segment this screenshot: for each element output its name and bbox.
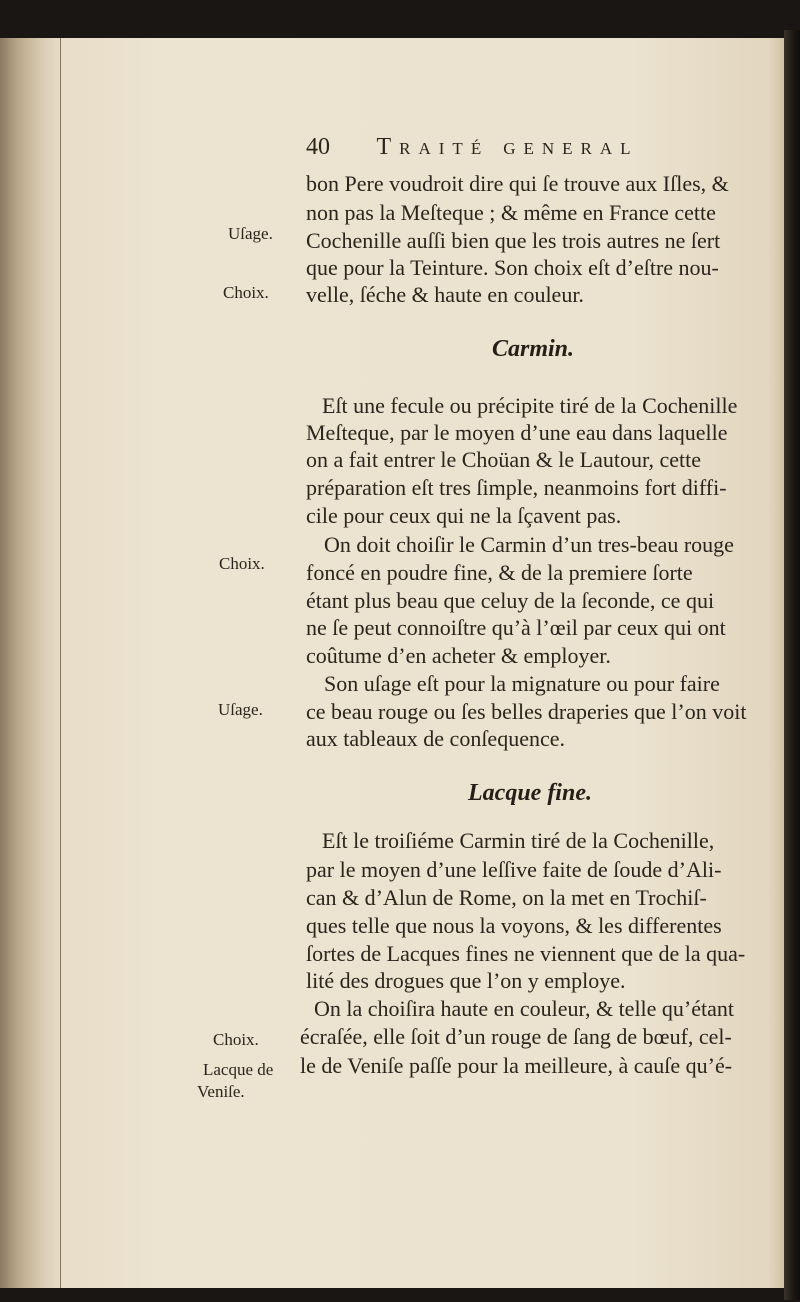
text-line: ne ſe peut connoiſtre qu’à l’œil par ceux qui ont [306,615,726,640]
page-number: 40 [306,134,330,160]
text-line: on a fait entrer le Choüan & le Lautour, cette [306,447,701,472]
page-edge-shadow [784,30,800,1300]
text-line: Eſt le troiſiéme Carmin tiré de la Cochenille, [322,828,715,853]
text-line: ques telle que nous la voyons, & les differentes [306,913,722,938]
text-line: Cochenille auſſi bien que les trois autres ne ſert [306,228,721,253]
text-line: Meſteque, par le moyen d’une eau dans laquelle [306,420,728,445]
text-line: On doit choiſir le Carmin d’un tres-beau rouge [324,532,734,557]
section-title-carmin: Carmin. [492,336,575,362]
running-header [306,134,639,161]
text-line: ce beau rouge ou ſes belles draperies que l’on voit [306,699,747,724]
text-line: lité des drogues que l’on y employe. [306,968,626,993]
text-line: non pas la Meſteque ; & même en France cette [306,200,716,225]
text-line: Son uſage eſt pour la mignature ou pour faire [324,671,720,696]
text-line: que pour la Teinture. Son choix eſt d’eſtre nou- [306,255,719,280]
text-line: can & d’Alun de Rome, on la met en Trochiſ- [306,885,707,910]
text-line: ſortes de Lacques fines ne viennent que de la qua- [306,941,746,966]
margin-note-lacque-de-venise: Veniſe. [197,1082,245,1101]
margin-note-lacque-de-venise: Lacque de [203,1060,274,1079]
margin-note-usage: Uſage. [228,224,273,243]
margin-note-choix: Choix. [213,1030,259,1049]
running-title: Traité general [376,134,639,160]
text-line: le de Veniſe paſſe pour la meilleure, à cauſe qu’é- [300,1053,733,1078]
text-line: par le moyen d’une leſſive faite de ſoude d’Ali- [306,857,722,882]
text-line: foncé en poudre fine, & de la premiere ſorte [306,560,693,585]
text-line: Eſt une fecule ou précipite tiré de la Cochenille [322,393,738,418]
text-line: aux tableaux de conſequence. [306,726,565,751]
text-line: étant plus beau que celuy de la ſeconde, ce qui [306,588,715,613]
text-line: velle, ſéche & haute en couleur. [306,282,584,307]
text-line: cile pour ceux qui ne la ſçavent pas. [306,503,622,528]
text-line: bon Pere voudroit dire qui ſe trouve aux Iſles, & [306,171,729,196]
margin-note-usage: Uſage. [218,700,263,719]
text-line: écraſée, elle ſoit d’un rouge de ſang de bœuf, cel- [300,1024,732,1049]
book-gutter [0,38,61,1288]
section-title-lacque-fine: Lacque fine. [468,780,592,806]
text-line: On la choiſira haute en couleur, & telle qu’étant [314,996,735,1021]
margin-note-choix: Choix. [219,554,265,573]
text-line: coûtume d’en acheter & employer. [306,643,611,668]
text-line: préparation eſt tres ſimple, neanmoins fort diffi- [306,475,727,500]
margin-note-choix: Choix. [223,283,269,302]
